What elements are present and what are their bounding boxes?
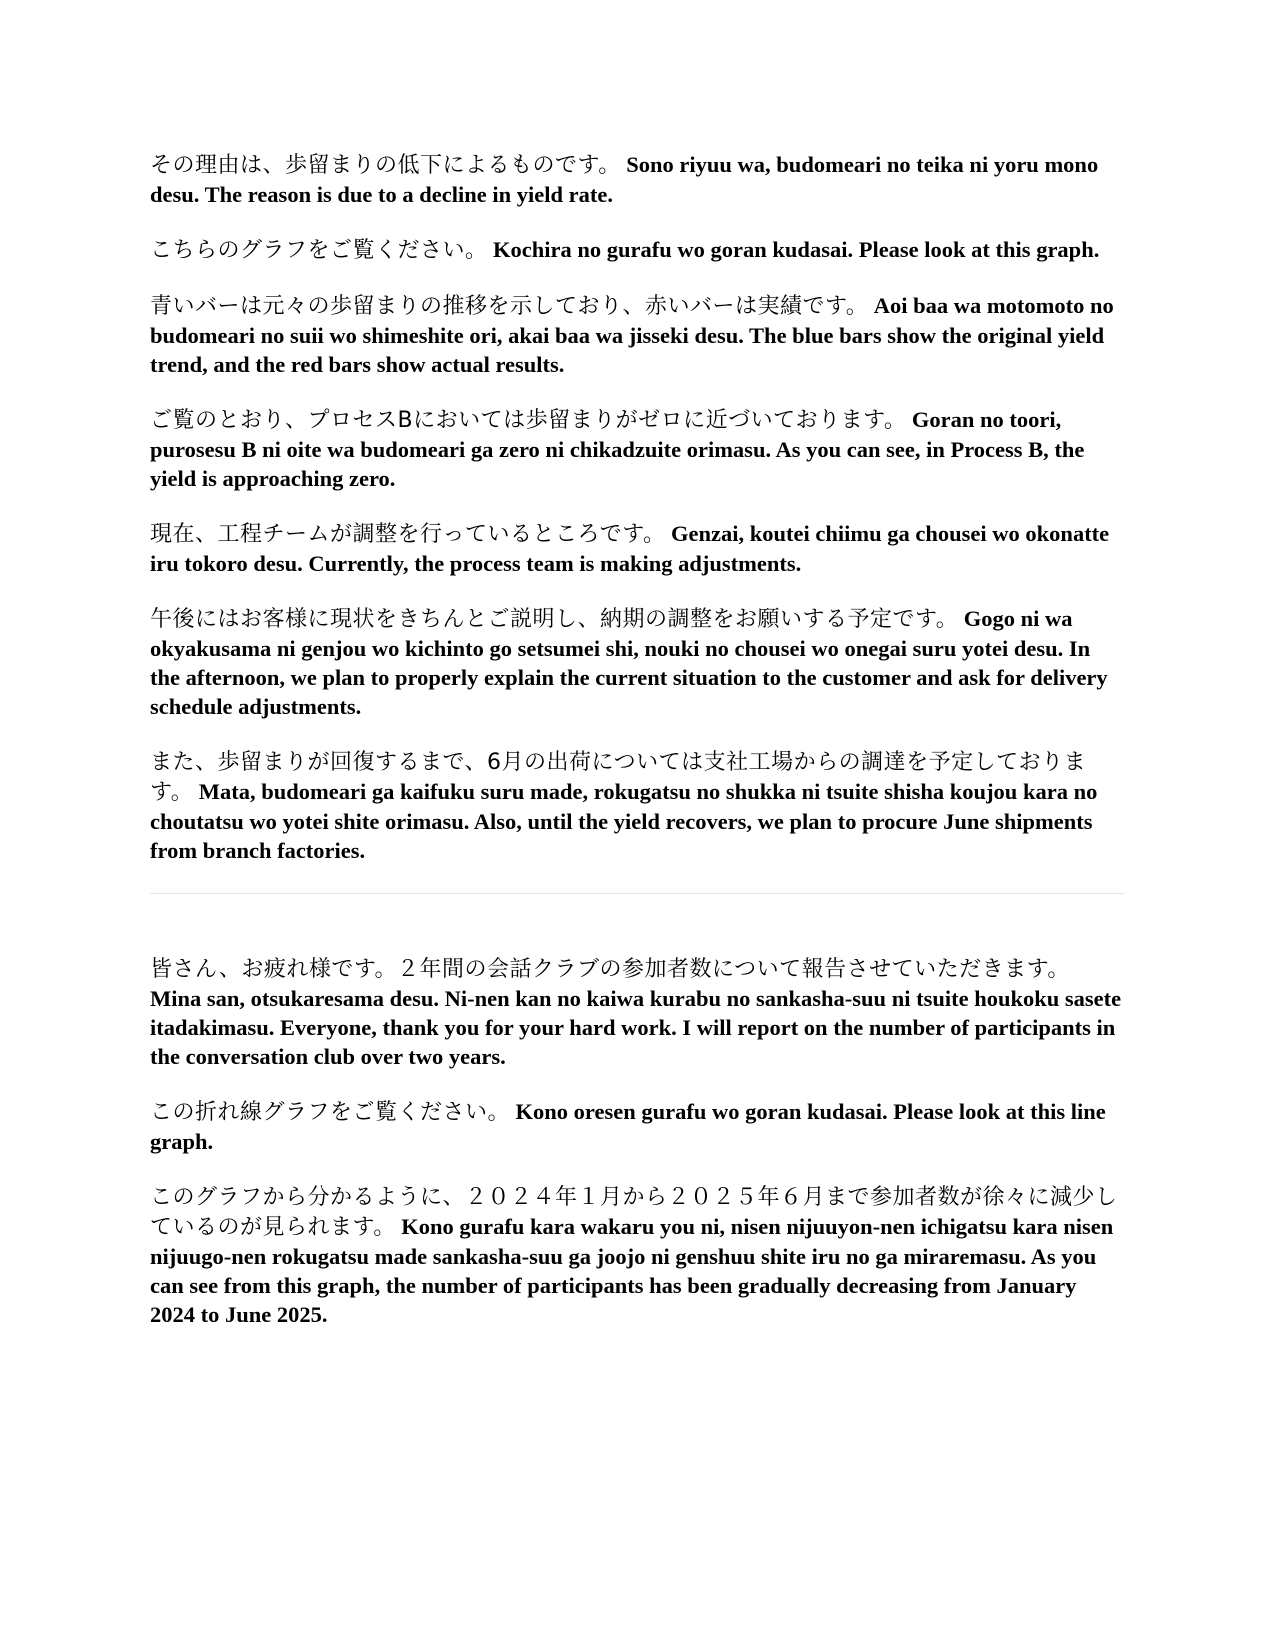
- japanese-text: また、歩留まりが回復するまで、6月の出荷については支社工場からの調達を予定しております。: [150, 750, 1087, 805]
- japanese-text: こちらのグラフをご覧ください。: [150, 238, 488, 263]
- japanese-text: ご覧のとおり、プロセスBにおいては歩留まりがゼロに近づいております。: [150, 408, 907, 433]
- japanese-text: 青いバーは元々の歩留まりの推移を示しており、赤いバーは実績です。: [150, 294, 869, 319]
- translation-text: Aoi baa wa motomoto no budomeari no suii wo shimeshite ori, akai baa wa jisseki desu. The blue bars show the original yield trend, and the red bars show actual results.: [150, 293, 1114, 377]
- section-yield-report: [150, 150, 1125, 865]
- translation-text: Sono riyuu wa, budomeari no teika ni yoru mono desu. The reason is due to a decline in yield rate.: [150, 152, 1099, 207]
- paragraph: [150, 604, 1125, 721]
- japanese-text: 現在、工程チームが調整を行っているところです。: [150, 522, 666, 547]
- section-divider: [150, 893, 1125, 894]
- translation-text: Genzai, koutei chiimu ga chousei wo okonatte iru tokoro desu. Currently, the process team is making adjustments.: [150, 521, 1110, 576]
- paragraph: [150, 1097, 1125, 1156]
- translation-text: Mata, budomeari ga kaifuku suru made, rokugatsu no shukka ni tsuite shisha koujou kara no choutatsu wo yotei shite orimasu. Also, until the yield recovers, we plan to procure June shipments from branch factories.: [150, 779, 1098, 863]
- translation-text: Gogo ni wa okyakusama ni genjou wo kichinto go setsumei shi, nouki no chousei wo onegai suru yotei desu. In the afternoon, we plan to properly explain the current situation to the customer and ask for delivery schedule adjustments.: [150, 606, 1108, 719]
- translation-text: Mina san, otsukaresama desu. Ni-nen kan no kaiwa kurabu no sankasha-suu ni tsuite houkoku sasete itadakimasu. Everyone, thank you for your hard work. I will report on the number of participants in the conversation club over two years.: [150, 986, 1122, 1069]
- japanese-text: 皆さん、お疲れ様です。２年間の会話クラブの参加者数について報告させていただきます。: [150, 957, 1070, 982]
- japanese-text: この折れ線グラフをご覧ください。: [150, 1100, 511, 1125]
- paragraph: [150, 1182, 1125, 1329]
- translation-text: Kono gurafu kara wakaru you ni, nisen nijuuyon-nen ichigatsu kara nisen nijuugo-nen rokugatsu made sankasha-suu ga joojo ni genshuu shite iru no ga miraremasu. As you can see from this graph, the number of participants has been gradually decreasing from January 2024 to June 2025.: [150, 1214, 1114, 1327]
- paragraph: [150, 747, 1125, 865]
- section-club-report: [150, 954, 1125, 1329]
- translation-text: Kono oresen gurafu wo goran kudasai. Please look at this line graph.: [150, 1099, 1106, 1154]
- translation-text: Goran no toori, purosesu B ni oite wa budomeari ga zero ni chikadzuite orimasu. As you can see, in Process B, the yield is approaching zero.: [150, 407, 1085, 491]
- paragraph: [150, 954, 1125, 1071]
- japanese-text: 午後にはお客様に現状をきちんとご説明し、納期の調整をお願いする予定です。: [150, 607, 959, 632]
- paragraph: [150, 150, 1125, 209]
- japanese-text: このグラフから分かるように、２０２４年１月から２０２５年６月まで参加者数が徐々に減少しているのが見られます。: [150, 1185, 1118, 1240]
- paragraph: [150, 235, 1125, 265]
- translation-text: Kochira no gurafu wo goran kudasai. Please look at this graph.: [493, 237, 1100, 262]
- paragraph: [150, 291, 1125, 379]
- japanese-text: その理由は、歩留まりの低下によるものです。: [150, 153, 621, 178]
- paragraph: [150, 519, 1125, 578]
- paragraph: [150, 405, 1125, 493]
- document-page: [150, 150, 1125, 1355]
